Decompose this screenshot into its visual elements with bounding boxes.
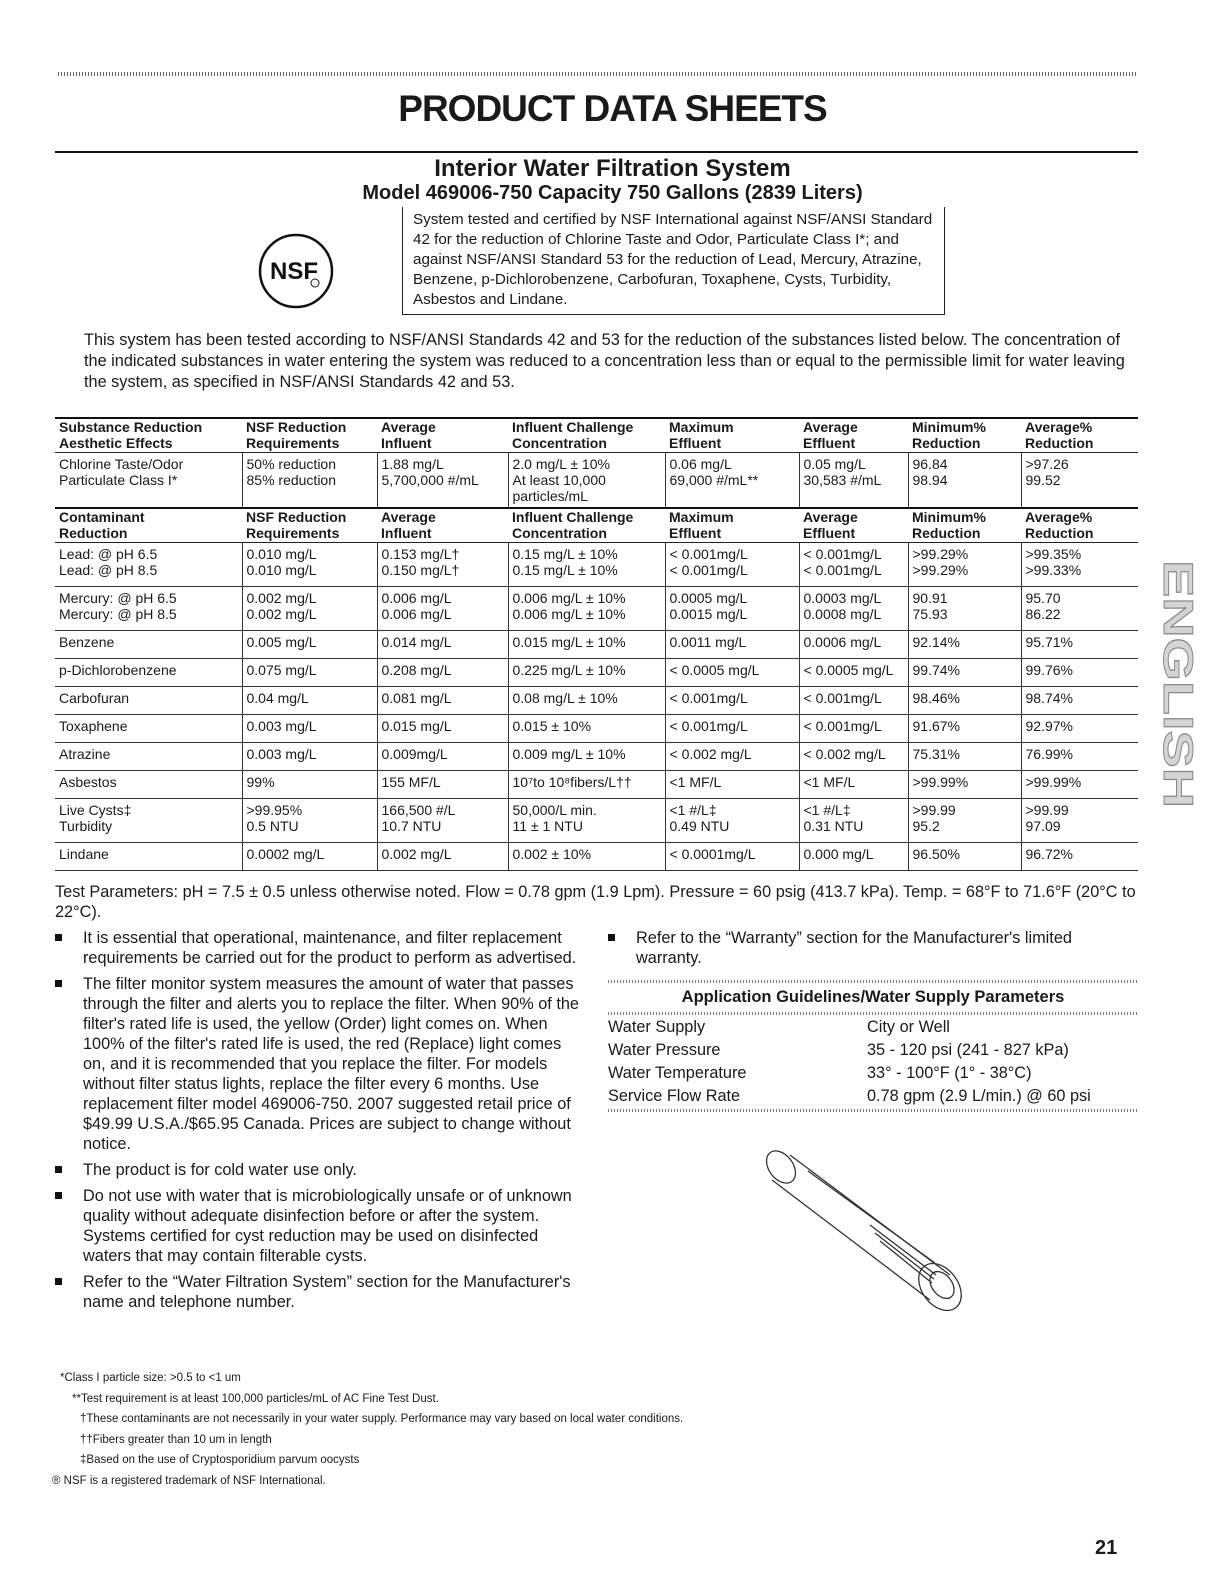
parameter-label: Water Temperature bbox=[608, 1064, 747, 1082]
table-cell: 0.225 mg/L ± 10% bbox=[508, 659, 665, 687]
model-line: Model 469006-750 Capacity 750 Gallons (2839 Liters) bbox=[362, 182, 863, 204]
table-row bbox=[55, 543, 1138, 587]
table-cell: >99.99 95.2 bbox=[908, 799, 1021, 843]
table-cell: 98.46% bbox=[908, 687, 1021, 715]
table-cell: < 0.001mg/L bbox=[799, 687, 908, 715]
top-dotted-rule bbox=[58, 72, 1136, 76]
table-cell: 0.08 mg/L ± 10% bbox=[508, 687, 665, 715]
table-cell: Benzene bbox=[55, 631, 242, 659]
table-cell: >99.99 97.09 bbox=[1021, 799, 1138, 843]
square-bullet-icon bbox=[55, 1166, 62, 1173]
table-cell: 0.04 mg/L bbox=[242, 687, 377, 715]
square-bullet-icon bbox=[55, 1278, 62, 1285]
table-cell: 0.05 mg/L 30,583 #/mL bbox=[799, 453, 908, 509]
table-cell: 0.075 mg/L bbox=[242, 659, 377, 687]
parameter-value: 35 - 120 psi (241 - 827 kPa) bbox=[867, 1041, 1069, 1059]
app-bottom-rule bbox=[608, 1109, 1138, 1112]
table-cell: 0.003 mg/L bbox=[242, 715, 377, 743]
parameter-label: Service Flow Rate bbox=[608, 1087, 741, 1105]
table-cell: < 0.0005 mg/L bbox=[799, 659, 908, 687]
notes-list-right bbox=[608, 928, 1138, 974]
table-cell: 99.74% bbox=[908, 659, 1021, 687]
table-cell: 1.88 mg/L 5,700,000 #/mL bbox=[377, 453, 508, 509]
table-cell: 91.67% bbox=[908, 715, 1021, 743]
list-item-text: It is essential that operational, maintenance, and filter replacement requirements be carried out for the product to perform as advertised. bbox=[83, 929, 577, 967]
table-cell: 0.15 mg/L ± 10% 0.15 mg/L ± 10% bbox=[508, 543, 665, 587]
table-cell: 0.006 mg/L 0.006 mg/L bbox=[377, 587, 508, 631]
app-header-rule bbox=[608, 1012, 1138, 1015]
table-cell: 90.91 75.93 bbox=[908, 587, 1021, 631]
table-row bbox=[55, 771, 1138, 799]
nsf-logo-text: NSF bbox=[270, 258, 318, 285]
table-cell: Live Cysts‡ Turbidity bbox=[55, 799, 242, 843]
table-row bbox=[55, 659, 1138, 687]
table-cell: p-Dichlorobenzene bbox=[55, 659, 242, 687]
parameter-value: City or Well bbox=[867, 1018, 950, 1036]
table-cell: 0.010 mg/L 0.010 mg/L bbox=[242, 543, 377, 587]
table-row bbox=[55, 843, 1138, 871]
application-row bbox=[608, 1062, 1138, 1085]
table-cell: < 0.001mg/L < 0.001mg/L bbox=[665, 543, 799, 587]
table-cell: 0.000 mg/L bbox=[799, 843, 908, 871]
table-cell: 0.015 mg/L bbox=[377, 715, 508, 743]
square-bullet-icon bbox=[55, 980, 62, 987]
table-cell: Lead: @ pH 6.5 Lead: @ pH 8.5 bbox=[55, 543, 242, 587]
table-header-row bbox=[55, 508, 1138, 543]
table-row bbox=[55, 687, 1138, 715]
column-header: Maximum Effluent bbox=[665, 418, 799, 453]
table-row bbox=[55, 453, 1138, 509]
table-cell: 0.009mg/L bbox=[377, 743, 508, 771]
table-cell: Mercury: @ pH 6.5 Mercury: @ pH 8.5 bbox=[55, 587, 242, 631]
column-header: NSF Reduction Requirements bbox=[242, 508, 377, 543]
table-cell: <1 MF/L bbox=[799, 771, 908, 799]
column-header: Influent Challenge Concentration bbox=[508, 418, 665, 453]
table-cell: <1 MF/L bbox=[665, 771, 799, 799]
table-row bbox=[55, 799, 1138, 843]
table-cell: <1 #/L‡ 0.31 NTU bbox=[799, 799, 908, 843]
table-cell: 0.015 ± 10% bbox=[508, 715, 665, 743]
column-header: Maximum Effluent bbox=[665, 508, 799, 543]
table-cell: < 0.0005 mg/L bbox=[665, 659, 799, 687]
table-header-row bbox=[55, 418, 1138, 453]
section-subtitle: Interior Water Filtration System bbox=[434, 155, 791, 182]
list-item-text: The filter monitor system measures the amount of water that passes through the filter and alerts you to replace the filter. When 90% of the filter's rated life is used, the yellow (Order) light comes on. When 100% of the filter's rated life is used, the red (Replace) light comes on, and it is recommended that you replace the filter. For models without filter status lights, replace the filter every 6 months. Use replacement filter model 469006-750. 2007 suggested retail price of $49.99 U.S.A./$65.95 Canada. Prices are subject to change without notice. bbox=[83, 975, 579, 1153]
table-row bbox=[55, 715, 1138, 743]
footnote: †These contaminants are not necessarily in your water supply. Performance may vary based on local water conditions. bbox=[80, 1413, 684, 1425]
footnote: ‡Based on the use of Cryptosporidium parvum oocysts bbox=[80, 1454, 360, 1466]
table-cell: >99.35% >99.33% bbox=[1021, 543, 1138, 587]
table-cell: 0.002 ± 10% bbox=[508, 843, 665, 871]
table-cell: 0.014 mg/L bbox=[377, 631, 508, 659]
table-cell: 0.06 mg/L 69,000 #/mL** bbox=[665, 453, 799, 509]
table-cell: 50% reduction 85% reduction bbox=[242, 453, 377, 509]
list-item bbox=[55, 1186, 580, 1266]
table-cell: 96.72% bbox=[1021, 843, 1138, 871]
intro-paragraph: This system has been tested according to NSF/ANSI Standards 42 and 53 for the reduction of the substances listed below. The concentration of the indicated substances in water entering the system was reduced to a concentration less than or equal to the permissible limit for water leaving the system, as specified in NSF/ANSI Standards 42 and 53. bbox=[84, 331, 1125, 391]
table-cell: 2.0 mg/L ± 10% At least 10,000 particles/mL bbox=[508, 453, 665, 509]
list-item bbox=[55, 1160, 580, 1180]
table-cell: < 0.001mg/L < 0.001mg/L bbox=[799, 543, 908, 587]
parameter-label: Water Pressure bbox=[608, 1041, 721, 1059]
application-row bbox=[608, 1039, 1138, 1062]
list-item bbox=[55, 1272, 580, 1312]
table-cell: Carbofuran bbox=[55, 687, 242, 715]
table-cell: 0.0011 mg/L bbox=[665, 631, 799, 659]
table-cell: 0.0002 mg/L bbox=[242, 843, 377, 871]
table-cell: 76.99% bbox=[1021, 743, 1138, 771]
reduction-table bbox=[55, 417, 1138, 871]
table-cell: 0.002 mg/L bbox=[377, 843, 508, 871]
table-cell: 95.71% bbox=[1021, 631, 1138, 659]
parameter-value: 33° - 100°F (1° - 38°C) bbox=[867, 1064, 1032, 1082]
column-header: Minimum% Reduction bbox=[908, 418, 1021, 453]
title-rule bbox=[55, 151, 1138, 153]
language-tab bbox=[1150, 560, 1202, 810]
table-cell: 155 MF/L bbox=[377, 771, 508, 799]
table-cell: >97.26 99.52 bbox=[1021, 453, 1138, 509]
table-cell: < 0.001mg/L bbox=[665, 687, 799, 715]
column-header: Influent Challenge Concentration bbox=[508, 508, 665, 543]
column-header: Average Influent bbox=[377, 418, 508, 453]
table-cell: 0.0006 mg/L bbox=[799, 631, 908, 659]
square-bullet-icon bbox=[55, 934, 62, 941]
column-header: Contaminant Reduction bbox=[55, 508, 242, 543]
test-parameters: Test Parameters: pH = 7.5 ± 0.5 unless otherwise noted. Flow = 0.78 gpm (1.9 Lpm). Pressure = 60 psig (413.7 kPa). Temp. = 68°F to 71.6°F (20°C to 22°C). bbox=[55, 883, 1136, 921]
table-cell: < 0.0001mg/L bbox=[665, 843, 799, 871]
table-cell: Chlorine Taste/Odor Particulate Class I* bbox=[55, 453, 242, 509]
table-cell: >99.99% bbox=[908, 771, 1021, 799]
column-header: Average Influent bbox=[377, 508, 508, 543]
column-header: Average Effluent bbox=[799, 508, 908, 543]
page-number: 21 bbox=[1095, 1537, 1118, 1559]
water-filter-cartridge bbox=[750, 1135, 1000, 1310]
table-row bbox=[55, 587, 1138, 631]
nsf-logo bbox=[258, 233, 334, 309]
application-row bbox=[608, 1085, 1138, 1108]
list-item bbox=[55, 928, 580, 968]
square-bullet-icon bbox=[608, 934, 615, 941]
table-cell: < 0.001mg/L bbox=[799, 715, 908, 743]
table-cell: < 0.002 mg/L bbox=[799, 743, 908, 771]
table-cell: 92.14% bbox=[908, 631, 1021, 659]
list-item bbox=[608, 928, 1138, 968]
table-cell: 99% bbox=[242, 771, 377, 799]
table-cell: 99.76% bbox=[1021, 659, 1138, 687]
table-cell: < 0.001mg/L bbox=[665, 715, 799, 743]
table-cell: 0.208 mg/L bbox=[377, 659, 508, 687]
table-cell: 166,500 #/L 10.7 NTU bbox=[377, 799, 508, 843]
table-cell: < 0.002 mg/L bbox=[665, 743, 799, 771]
footnote: **Test requirement is at least 100,000 particles/mL of AC Fine Test Dust. bbox=[72, 1392, 439, 1405]
table-cell: >99.95% 0.5 NTU bbox=[242, 799, 377, 843]
column-header: Average Effluent bbox=[799, 418, 908, 453]
table-cell: 75.31% bbox=[908, 743, 1021, 771]
table-cell: Lindane bbox=[55, 843, 242, 871]
parameter-label: Water Supply bbox=[608, 1018, 706, 1036]
application-table bbox=[608, 1016, 1138, 1108]
table-cell: 96.84 98.94 bbox=[908, 453, 1021, 509]
footnote: ††Fibers greater than 10 um in length bbox=[80, 1433, 272, 1446]
footnote: ® NSF is a registered trademark of NSF International. bbox=[52, 1474, 326, 1487]
column-header: NSF Reduction Requirements bbox=[242, 418, 377, 453]
table-cell: Asbestos bbox=[55, 771, 242, 799]
column-header: Average% Reduction bbox=[1021, 508, 1138, 543]
table-cell: 10⁷to 10⁸fibers/L†† bbox=[508, 771, 665, 799]
page-title: PRODUCT DATA SHEETS bbox=[398, 88, 827, 129]
app-top-rule bbox=[608, 980, 1138, 983]
table-cell: Atrazine bbox=[55, 743, 242, 771]
table-row bbox=[55, 743, 1138, 771]
language-tab-text: ENGLISH bbox=[1155, 560, 1202, 747]
square-bullet-icon bbox=[55, 1192, 62, 1199]
list-item-text: Do not use with water that is microbiologically unsafe or of unknown quality without adequate disinfection before or after the system. Systems certified for cyst reduction may be used on disinfected waters that may contain filterable cysts. bbox=[83, 1187, 572, 1265]
table-cell: 0.081 mg/L bbox=[377, 687, 508, 715]
table-cell: <1 #/L‡ 0.49 NTU bbox=[665, 799, 799, 843]
table-cell: 50,000/L min. 11 ± 1 NTU bbox=[508, 799, 665, 843]
notes-list-left bbox=[55, 928, 580, 1318]
list-item-text: Refer to the “Warranty” section for the Manufacturer's limited warranty. bbox=[636, 929, 1072, 967]
table-cell: 0.009 mg/L ± 10% bbox=[508, 743, 665, 771]
application-row bbox=[608, 1016, 1138, 1039]
table-row bbox=[55, 631, 1138, 659]
table-cell: 0.015 mg/L ± 10% bbox=[508, 631, 665, 659]
column-header: Average% Reduction bbox=[1021, 418, 1138, 453]
table-cell: 0.002 mg/L 0.002 mg/L bbox=[242, 587, 377, 631]
table-cell: >99.29% >99.29% bbox=[908, 543, 1021, 587]
table-cell: >99.99% bbox=[1021, 771, 1138, 799]
certification-box: System tested and certified by NSF International against NSF/ANSI Standard 42 for the reduction of Chlorine Taste and Odor, Particulate Class I*; and against NSF/ANSI Standard 53 for the reduction of Lead, Mercury, Atrazine, Benzene, p-Dichlorobenzene, Carbofuran, Toxaphene, Cysts, Turbidity, Asbestos and Lindane. bbox=[402, 207, 945, 315]
list-item-text: The product is for cold water use only. bbox=[83, 1161, 357, 1179]
table-cell: 0.006 mg/L ± 10% 0.006 mg/L ± 10% bbox=[508, 587, 665, 631]
table-cell: 96.50% bbox=[908, 843, 1021, 871]
table-cell: 95.70 86.22 bbox=[1021, 587, 1138, 631]
parameter-value: 0.78 gpm (2.9 L/min.) @ 60 psi bbox=[867, 1087, 1091, 1105]
table-cell: Toxaphene bbox=[55, 715, 242, 743]
table-cell: 0.0003 mg/L 0.0008 mg/L bbox=[799, 587, 908, 631]
column-header: Substance Reduction Aesthetic Effects bbox=[55, 418, 242, 453]
footnote: *Class I particle size: >0.5 to <1 um bbox=[60, 1372, 241, 1384]
table-cell: 0.005 mg/L bbox=[242, 631, 377, 659]
table-cell: 0.0005 mg/L 0.0015 mg/L bbox=[665, 587, 799, 631]
table-cell: 0.003 mg/L bbox=[242, 743, 377, 771]
list-item-text: Refer to the “Water Filtration System” section for the Manufacturer's name and telephone number. bbox=[83, 1273, 571, 1311]
list-item bbox=[55, 974, 580, 1154]
footnotes bbox=[52, 1368, 1060, 1491]
table-cell: 92.97% bbox=[1021, 715, 1138, 743]
application-title: Application Guidelines/Water Supply Parameters bbox=[681, 988, 1065, 1006]
table-cell: 0.153 mg/L† 0.150 mg/L† bbox=[377, 543, 508, 587]
column-header: Minimum% Reduction bbox=[908, 508, 1021, 543]
table-cell: 98.74% bbox=[1021, 687, 1138, 715]
